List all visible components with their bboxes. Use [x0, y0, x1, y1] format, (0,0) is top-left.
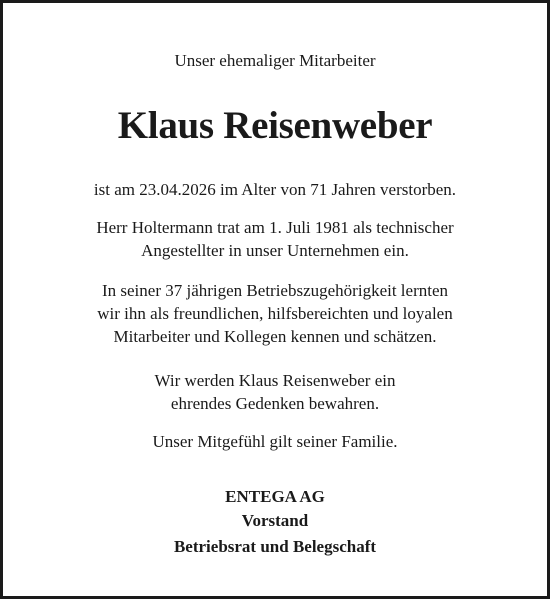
intro-text: Unser ehemaliger Mitarbeiter [174, 51, 376, 70]
signature-staff: Betriebsrat und Belegschaft [173, 537, 377, 556]
paragraph-line: ist am 23.04.2026 im Alter von 71 Jahren verstorben. [93, 180, 457, 199]
deceased-name: Klaus Reisenweber [117, 104, 433, 147]
paragraph-line: Unser Mitgefühl gilt seiner Familie. [152, 432, 398, 451]
signature-company: ENTEGA AG [225, 487, 325, 506]
paragraph-line: Mitarbeiter und Kollegen kennen und schätzen. [113, 327, 437, 346]
paragraph-line: Angestellter in unser Unternehmen ein. [141, 241, 409, 260]
paragraph-line: Wir werden Klaus Reisenweber ein [154, 371, 396, 390]
paragraph-line: In seiner 37 jährigen Betriebszugehörigkeit lernten [101, 281, 449, 300]
condolence-paragraph [6, 430, 544, 453]
remembrance-paragraph [6, 369, 544, 415]
tribute-paragraph [6, 279, 544, 348]
paragraph-line: ehrendes Gedenken bewahren. [170, 394, 380, 413]
employment-start-paragraph [6, 216, 544, 262]
signature-board: Vorstand [241, 511, 309, 530]
paragraph-line: Herr Holtermann trat am 1. Juli 1981 als technischer [96, 218, 454, 237]
paragraph-line: wir ihn als freundlichen, hilfsbereichten und loyalen [97, 304, 453, 323]
death-announcement-paragraph [6, 178, 544, 201]
